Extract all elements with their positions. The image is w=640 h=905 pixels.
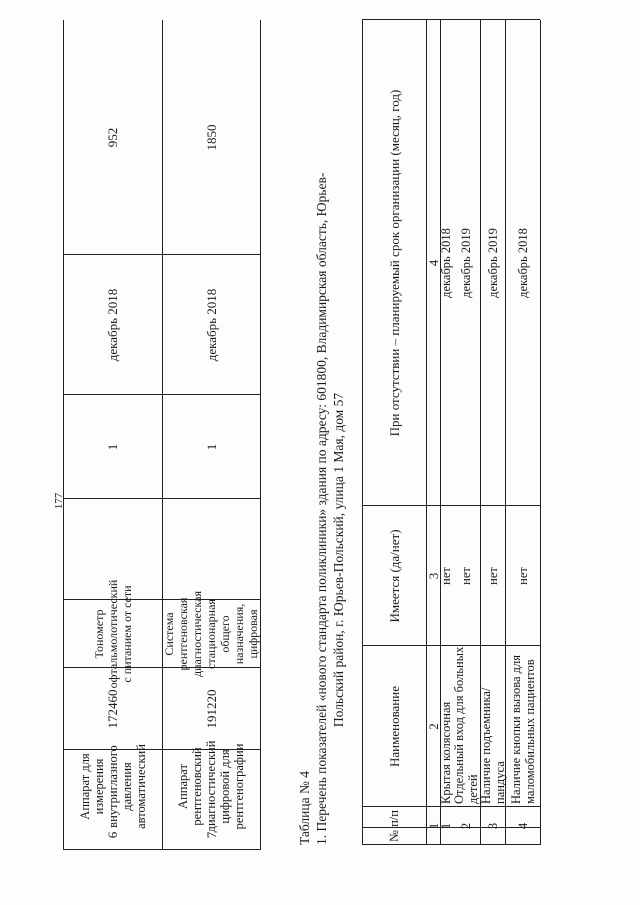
device-name: Аппарат рентгеновский диагностический цифровой для рентгенографии: [176, 740, 246, 833]
device-qty: 1: [203, 443, 219, 451]
header-plan: При отсутствии – планируемый срок организации (месяц, год): [386, 89, 402, 437]
row-name: Крытая колясочная: [439, 701, 453, 804]
page-number: 177: [53, 492, 65, 510]
num-name: 2: [425, 723, 441, 730]
device-qty: 1: [105, 443, 120, 451]
device-amount: 1850: [203, 124, 219, 151]
row-plan: декабрь 2018: [439, 228, 453, 298]
device-code: 172460: [105, 689, 120, 729]
row-plan: декабрь 2019: [459, 228, 473, 298]
num-plan: 4: [425, 259, 441, 267]
device-code: 191220: [203, 689, 219, 729]
device-date: декабрь 2018: [203, 288, 219, 362]
num-no: 1: [425, 822, 441, 830]
device-name: Аппарат для измерения внутриглазного давления автоматический: [77, 744, 148, 829]
row-number: 1: [439, 822, 453, 830]
header-no: № п/п: [386, 810, 401, 842]
row-number: 7: [203, 831, 219, 839]
table4-caption-line1: 1. Перечень показателей «нового стандарта поликлиники» здания по адресу: 601800, Владимирская область, Юрьев-: [314, 172, 329, 845]
row-name: Отдельный вход для больных детей: [452, 646, 480, 804]
device-type: Тонометр офтальмолотический с питанием от сети: [91, 579, 134, 689]
table4-caption-line2: Польский район, г. Юрьев-Польский, улица 1 Мая, дом 57: [331, 392, 346, 728]
row-number: 6: [105, 831, 120, 839]
row-has: нет: [515, 567, 530, 585]
row-number: 3: [485, 822, 500, 830]
row-plan: декабрь 2019: [485, 228, 500, 298]
device-date: декабрь 2018: [105, 288, 120, 362]
row-has: нет: [439, 567, 453, 585]
row-name: Наличие кнопки вызова для маломобильных пациентов: [508, 654, 537, 804]
row-number: 4: [515, 822, 530, 830]
device-type: Система рентгеновская диагностическая стационарная общего назначения, цифровая: [162, 591, 260, 677]
row-has: нет: [459, 567, 473, 585]
row-plan: декабрь 2018: [515, 228, 530, 298]
row-name: Наличие подъемника/пандуса: [478, 687, 507, 804]
row-number: 2: [459, 822, 473, 830]
row-has: нет: [485, 567, 500, 585]
device-amount: 952: [105, 127, 120, 148]
num-has: 3: [425, 572, 441, 580]
header-has: Имеется (да/нет): [386, 529, 402, 623]
header-name: Наименование: [386, 686, 402, 767]
table4-title: Таблица № 4: [297, 771, 312, 845]
